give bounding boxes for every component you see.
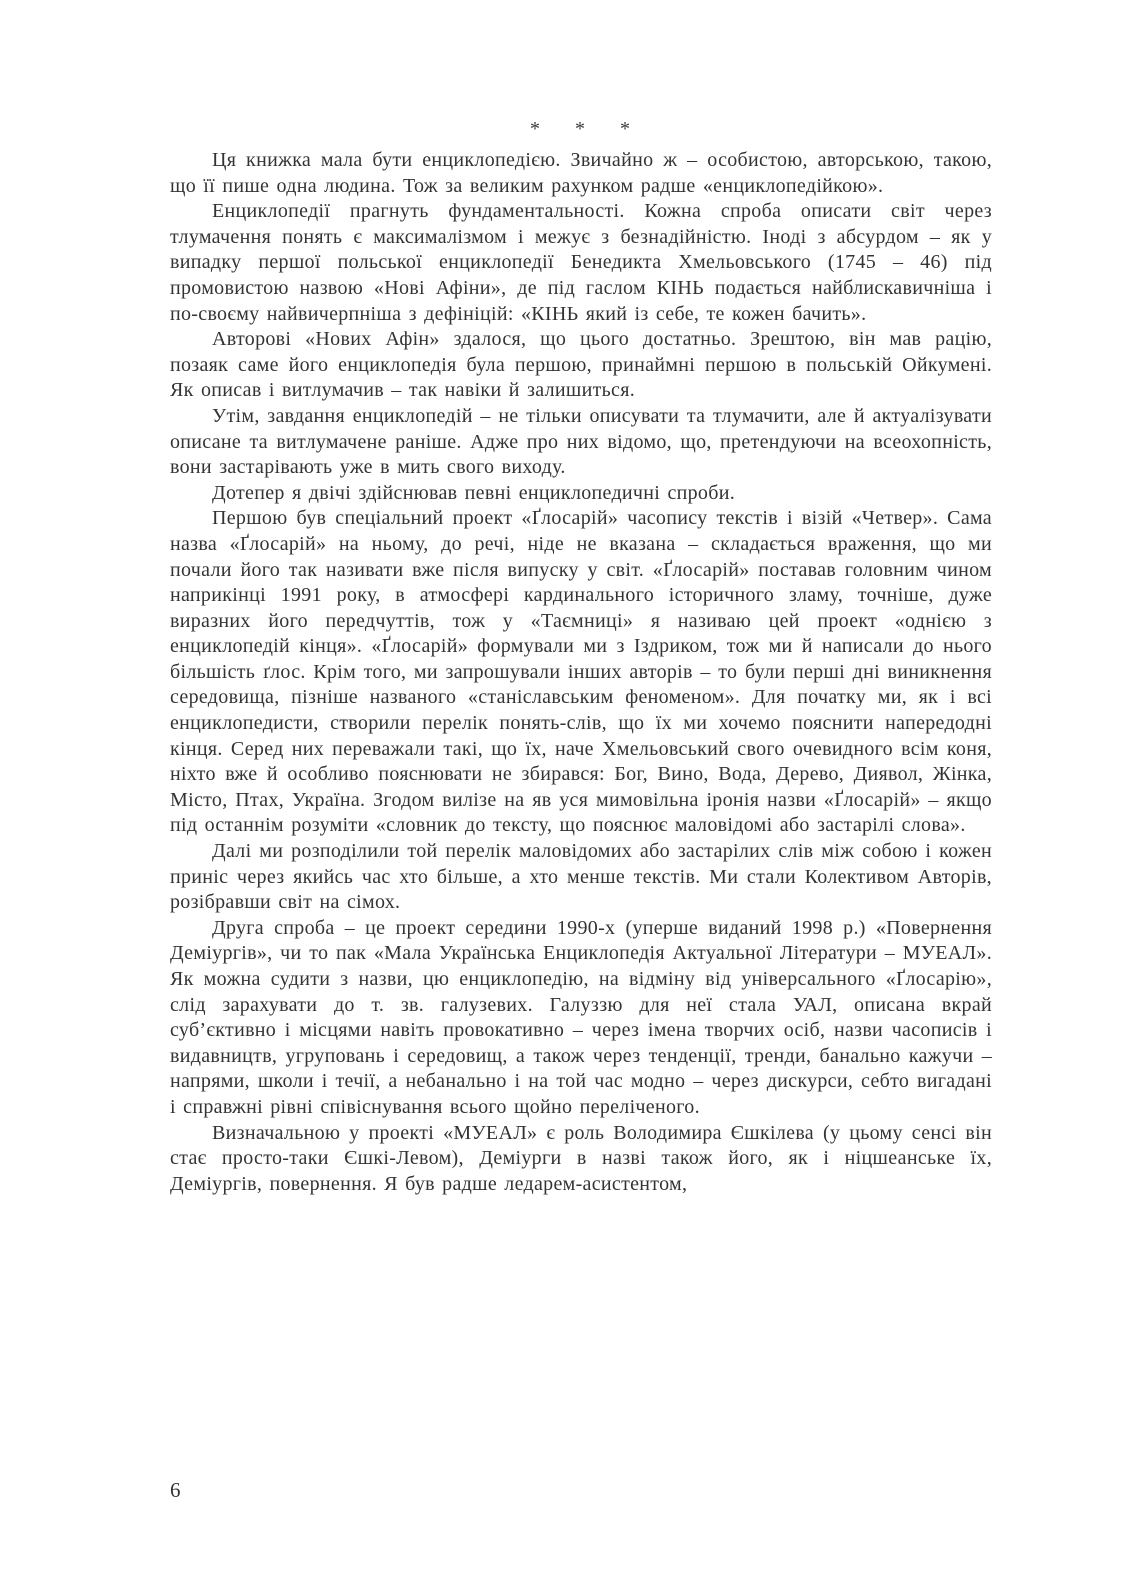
paragraph-6: Першою був спеціальний проект «Ґлосарій» часопису текстів і візій «Четвер». Сама назва «Ґлосарій» на ньому, до речі, ніде не вказана – складається враження, що ми почали його так називати вже після випуску у світ. «Ґлосарій» поставав головним чином наприкінці 1991 року, в атмосфері кардинального історичного зламу, точніше, дуже виразних його передчуттів, тож у «Таємниці» я називаю цей проект «однією з енциклопедій кінця». «Ґлосарій» формували ми з Іздриком, тож ми й написали до нього більшість ґлос. Крім того, ми запрошували інших авторів – то були перші дні виникнення середовища, пізніше названого «станіславським феноменом». Для початку ми, як і всі енциклопедисти, створили перелік понять-слів, що їх ми хочемо пояснити напередодні кінця. Серед них переважали такі, що їх, наче Хмельовський свого очевидного всім коня, ніхто вже й особливо пояснювати не збирався: Бог, Вино, Вода, Дерево, Диявол, Жінка, Місто, Птах, Україна. Згодом вилізе на яв уся мимовільна іронія назви «Ґлосарій» – якщо під останнім розуміти «словник до тексту, що пояснює маловідомі або застарілі слова». bbox=[170, 507, 992, 837]
paragraph-7: Далі ми розподілили той перелік маловідомих або застарілих слів між собою і кожен приніс через якийсь час хто більше, а хто менше текстів. Ми стали Колективом Авторів, розібравши світ на сімох. bbox=[170, 840, 992, 914]
section-separator: * * * bbox=[530, 118, 632, 140]
paragraph-4: Утім, завдання енциклопедій – не тільки описувати та тлумачити, але й актуалізувати описане та витлумачене раніше. Адже про них відомо, що, претендуючи на всеохопність, вони застарівають уже в мить свого виходу. bbox=[170, 404, 992, 479]
body-text bbox=[170, 148, 992, 1197]
paragraph-2: Енциклопедії прагнуть фундаментальності. Кожна спроба описати світ через тлумачення понять є максималізмом і межує з безнадійністю. Іноді з абсурдом – як у випадку першої польської енциклопедії Бенедикта Хмельовського (1745 – 46) під промовистою назвою «Нові Афіни», де під гаслом КІНЬ подається найблискавичніша і по-своєму найвичерпніша з дефініцій: «КІНЬ який із себе, те кожен бачить». bbox=[170, 200, 992, 325]
page-content bbox=[170, 116, 992, 1197]
paragraph-1: Ця книжка мала бути енциклопедією. Звичайно ж – особистою, авторською, такою, що її пише одна людина. Тож за великим рахунком радше «енциклопедійкою». bbox=[170, 149, 992, 197]
page-number: 6 bbox=[170, 1478, 181, 1502]
paragraph-9: Визначальною у проекті «МУЕАЛ» є роль Володимира Єшкілева (у цьому сенсі він стає просто-таки Єшкі-Левом), Деміурги в назві також його, як і ніцшеанське їх, Деміургів, повернення. Я був радше ледарем-асистентом, bbox=[170, 1121, 992, 1195]
paragraph-8: Друга спроба – це проект середини 1990-х (уперше виданий 1998 р.) «Повернення Деміургів», чи то пак «Мала Українська Енциклопедія Актуальної Літератури – МУЕАЛ». Як можна судити з назви, цю енциклопедію, на відміну від універсального «Ґлосарію», слід зарахувати до т. зв. галузевих. Галуззю для неї стала УАЛ, описана вкрай суб’єктивно і місцями навіть провокативно – через імена творчих осіб, назви часописів і видавництв, угруповань і середовищ, а також через тенденції, тренди, банально кажучи – напрями, школи і течії, а небанально і на той час модно – через дискурси, себто вигадані і справжні рівні співіснування всього щойно переліченого. bbox=[170, 916, 992, 1118]
paragraph-5: Дотепер я двічі здійснював певні енциклопедичні спроби. bbox=[212, 481, 736, 504]
paragraph-3: Авторові «Нових Афін» здалося, що цього достатньо. Зрештою, він мав рацію, позаяк саме його енциклопедія була першою, принаймні першою в польській Ойкумені. Як описав і витлумачив – так навіки й залишиться. bbox=[170, 328, 992, 402]
